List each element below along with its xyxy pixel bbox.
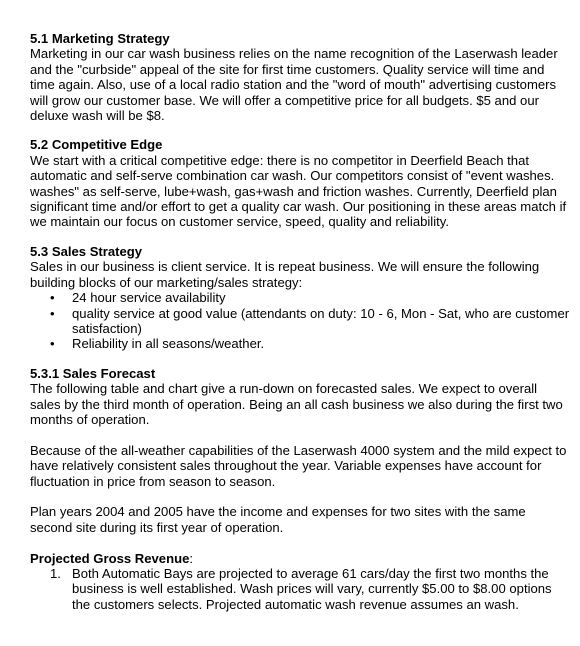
- section-marketing-strategy: [30, 31, 570, 123]
- bullet-icon: •: [50, 305, 55, 321]
- revenue-heading-line: [30, 551, 570, 566]
- numbered-list: [30, 566, 570, 612]
- forecast-paragraph-3: Plan years 2004 and 2005 have the income and expenses for two sites with the same second site during its first year of operation.: [30, 504, 526, 535]
- section-body: Marketing in our car wash business relies on the name recognition of the Laserwash leader and the "curbside" appeal of the site for first time customers. Quality service will time and time again. Also, use of a local radio station and the "word of mouth" advertising customers will grow our customer base. We will offer a competitive price for all budgets. $5 and our deluxe wash will be $8.: [30, 46, 558, 124]
- section-heading: 5.1 Marketing Strategy: [30, 31, 170, 46]
- section-heading: Projected Gross Revenue: [30, 550, 190, 566]
- document-page: [30, 31, 570, 612]
- forecast-paragraph-2: Because of the all-weather capabilities of the Laserwash 4000 system and the mild expect to have relatively consistent sales throughout the year. Variable expenses have account for fluctuation in price from season to season.: [30, 442, 567, 489]
- list-item: [30, 336, 570, 351]
- section-sales-strategy: [30, 244, 570, 352]
- list-item-text: quality service at good value (attendants on duty: 10 - 6, Mon - Sat, who are customer satisfaction): [72, 305, 570, 336]
- section-heading: 5.3 Sales Strategy: [30, 243, 143, 259]
- section-body: Sales in our business is client service. It is repeat business. We will ensure the following building blocks of our marketing/sales strategy:: [30, 259, 540, 290]
- bullet-list: [30, 290, 570, 352]
- list-item-text: Reliability in all seasons/weather.: [72, 336, 265, 352]
- section-body: We start with a critical competitive edge: there is no competitor in Deerfield Beach that automatic and self-serve combination car wash. Our competitors consist of "event washes. washes" as self-serve, lube+wash, gas+wash and friction washes. Currently, Deerfield plan significant time and/or effort to get a quality car wash. Our positioning in these areas match if we maintain our focus on customer service, speed, quality and reliability.: [30, 152, 567, 230]
- list-item-text: 24 hour service availability: [72, 290, 226, 306]
- heading-colon: :: [189, 550, 194, 566]
- list-item: [30, 306, 570, 337]
- section-heading: 5.3.1 Sales Forecast: [30, 365, 156, 381]
- bullet-icon: •: [50, 336, 55, 352]
- section-competitive-edge: [30, 137, 570, 229]
- list-item: [30, 566, 570, 612]
- list-item-text: Both Automatic Bays are projected to average 61 cars/day the first two months the business is well established. Wash prices will vary, currently $5.00 to $8.00 options the customers selects. Projected automatic wash revenue assumes an wash.: [72, 565, 552, 612]
- bullet-icon: •: [50, 290, 55, 306]
- section-sales-forecast: [30, 366, 570, 535]
- section-heading: 5.2 Competitive Edge: [30, 137, 163, 153]
- section-projected-gross-revenue: [30, 551, 570, 613]
- forecast-paragraph-1: The following table and chart give a run-down on forecasted sales. We expect to overall sales by the third month of operation. Being an all cash business we also during the first two months of operation.: [30, 381, 563, 427]
- list-item: [30, 290, 570, 305]
- list-item-number: 1.: [50, 565, 61, 581]
